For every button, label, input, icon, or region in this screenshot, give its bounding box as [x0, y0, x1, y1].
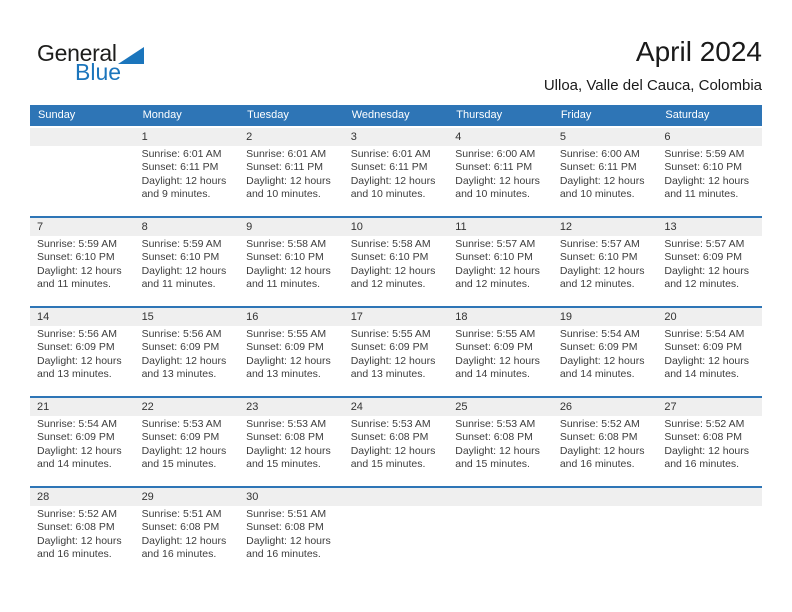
sunrise-text: Sunrise: 6:00 AM: [455, 148, 536, 160]
empty-day-details: [30, 146, 135, 200]
daylight-text: Daylight: 12 hours: [37, 534, 122, 547]
sunset-text: Sunset: 6:09 PM: [350, 341, 429, 354]
day-number: 9: [246, 221, 253, 233]
sunset-text: Sunset: 6:11 PM: [455, 161, 533, 174]
day-number-strip: [30, 488, 762, 506]
sunrise-text: Sunrise: 5:56 AM: [141, 328, 222, 340]
sunset-text: Sunset: 6:10 PM: [141, 251, 220, 264]
day-details: [30, 236, 135, 290]
daylight-text: Daylight: 12 hours: [141, 354, 227, 367]
empty-day-details: [344, 506, 449, 560]
daylight-text: and 11 minutes.: [37, 278, 111, 291]
day-details: [239, 326, 344, 380]
daylight-text: Daylight: 12 hours: [664, 354, 750, 367]
day-details-strip: [30, 506, 762, 560]
daylight-text: Daylight: 12 hours: [559, 174, 645, 187]
day-number: 8: [141, 221, 148, 233]
sunset-text: Sunset: 6:08 PM: [455, 431, 533, 444]
sunset-text: Sunset: 6:10 PM: [455, 251, 533, 264]
daylight-text: Daylight: 12 hours: [141, 264, 227, 277]
sunrise-text: Sunrise: 5:53 AM: [455, 418, 536, 430]
title-block: [544, 36, 762, 94]
day-number: 20: [664, 311, 677, 323]
daylight-text: and 12 minutes.: [559, 278, 635, 291]
day-details: [239, 236, 344, 290]
day-details: [30, 416, 135, 470]
daylight-text: and 12 minutes.: [664, 278, 740, 291]
day-details: [657, 146, 762, 200]
day-number: 26: [559, 401, 573, 413]
dow-header-sunday: Sunday: [38, 109, 76, 121]
day-details: [657, 236, 762, 290]
daylight-text: Daylight: 12 hours: [664, 264, 750, 277]
sunrise-text: Sunrise: 5:52 AM: [664, 418, 745, 430]
day-number: 5: [559, 131, 566, 143]
sunset-text: Sunset: 6:09 PM: [37, 341, 115, 354]
sunset-text: Sunset: 6:11 PM: [246, 161, 323, 174]
sunrise-text: Sunrise: 5:57 AM: [664, 238, 745, 250]
daylight-text: Daylight: 12 hours: [455, 264, 540, 277]
day-number: 18: [455, 311, 468, 323]
sunrise-text: Sunrise: 5:54 AM: [664, 328, 745, 340]
sunrise-text: Sunrise: 6:01 AM: [350, 148, 431, 160]
daylight-text: and 10 minutes.: [559, 188, 635, 201]
daylight-text: Daylight: 12 hours: [141, 444, 227, 457]
day-details: [344, 146, 449, 200]
day-details-strip: [30, 146, 762, 200]
sunset-text: Sunset: 6:09 PM: [141, 341, 220, 354]
day-details-strip: [30, 236, 762, 290]
sunset-text: Sunset: 6:09 PM: [246, 341, 324, 354]
calendar-grid: [30, 105, 762, 560]
day-details: [239, 146, 344, 200]
daylight-text: and 10 minutes.: [246, 188, 321, 201]
sunset-text: Sunset: 6:10 PM: [559, 251, 638, 264]
daylight-text: Daylight: 12 hours: [246, 534, 331, 547]
page-title: April 2024: [635, 36, 762, 67]
day-number: 4: [455, 131, 462, 143]
day-details: [344, 236, 449, 290]
day-number: 19: [559, 311, 573, 323]
day-details: [135, 326, 240, 380]
sunrise-text: Sunrise: 5:55 AM: [246, 328, 327, 340]
week-row: [30, 306, 762, 380]
day-number: 14: [37, 311, 50, 323]
day-details: [135, 416, 240, 470]
sunrise-text: Sunrise: 5:54 AM: [37, 418, 117, 430]
sunrise-text: Sunrise: 5:51 AM: [246, 508, 327, 520]
empty-day-details: [553, 506, 658, 560]
daylight-text: Daylight: 12 hours: [559, 354, 645, 367]
sunset-text: Sunset: 6:11 PM: [141, 161, 219, 174]
empty-day-cell: [448, 488, 553, 506]
daylight-text: and 16 minutes.: [37, 548, 112, 561]
sunset-text: Sunset: 6:08 PM: [246, 431, 324, 444]
day-number: 25: [455, 401, 468, 413]
daylight-text: Daylight: 12 hours: [246, 354, 331, 367]
daylight-text: and 11 minutes.: [141, 278, 216, 291]
day-details: [448, 236, 553, 290]
daylight-text: and 13 minutes.: [141, 368, 217, 381]
sunset-text: Sunset: 6:09 PM: [664, 251, 743, 264]
day-number-strip: [30, 218, 762, 236]
day-number: 16: [246, 311, 259, 323]
dow-header-tuesday: Tuesday: [247, 109, 289, 121]
sunrise-text: Sunrise: 5:53 AM: [350, 418, 431, 430]
day-details-strip: [30, 326, 762, 380]
general-blue-logo: [37, 40, 144, 86]
sunset-text: Sunset: 6:10 PM: [246, 251, 324, 264]
daylight-text: and 16 minutes.: [664, 458, 740, 471]
empty-day-details: [448, 506, 553, 560]
day-number: 12: [559, 221, 573, 233]
day-details: [448, 146, 553, 200]
daylight-text: and 12 minutes.: [455, 278, 530, 291]
daylight-text: and 12 minutes.: [350, 278, 426, 291]
sunset-text: Sunset: 6:08 PM: [141, 521, 220, 534]
sunrise-text: Sunrise: 5:53 AM: [141, 418, 222, 430]
logo-text-blue: Blue: [75, 59, 122, 85]
sunrise-text: Sunrise: 5:53 AM: [246, 418, 327, 430]
sunset-text: Sunset: 6:10 PM: [350, 251, 429, 264]
day-details: [344, 416, 449, 470]
sunset-text: Sunset: 6:10 PM: [37, 251, 115, 264]
day-details: [239, 506, 344, 560]
dow-header-friday: Friday: [560, 109, 592, 121]
daylight-text: and 15 minutes.: [455, 458, 530, 471]
sunrise-text: Sunrise: 5:57 AM: [455, 238, 536, 250]
day-number-strip: [30, 128, 762, 146]
day-number: 27: [664, 401, 677, 413]
daylight-text: and 15 minutes.: [350, 458, 426, 471]
daylight-text: and 9 minutes.: [141, 188, 211, 201]
daylight-text: and 13 minutes.: [350, 368, 426, 381]
day-number: 2: [246, 131, 253, 143]
week-row: [30, 396, 762, 470]
sunset-text: Sunset: 6:09 PM: [664, 341, 743, 354]
daylight-text: Daylight: 12 hours: [350, 354, 436, 367]
day-details: [30, 326, 135, 380]
calendar-weeks: [30, 128, 762, 560]
sunset-text: Sunset: 6:08 PM: [664, 431, 743, 444]
sunset-text: Sunset: 6:11 PM: [350, 161, 428, 174]
dow-header-thursday: Thursday: [456, 109, 503, 121]
day-number: 17: [350, 311, 363, 323]
day-number: 13: [664, 221, 677, 233]
daylight-text: Daylight: 12 hours: [664, 174, 750, 187]
day-details: [553, 416, 658, 470]
sunrise-text: Sunrise: 6:00 AM: [559, 148, 640, 160]
empty-day-cell: [657, 488, 762, 506]
daylight-text: and 10 minutes.: [350, 188, 426, 201]
sunset-text: Sunset: 6:09 PM: [455, 341, 533, 354]
day-details: [657, 416, 762, 470]
daylight-text: Daylight: 12 hours: [455, 354, 540, 367]
daylight-text: Daylight: 12 hours: [37, 354, 122, 367]
day-details: [344, 326, 449, 380]
daylight-text: Daylight: 12 hours: [350, 174, 436, 187]
day-number-strip: [30, 398, 762, 416]
day-number: 21: [37, 401, 50, 413]
day-number: 7: [37, 221, 44, 233]
sunrise-text: Sunrise: 5:59 AM: [664, 148, 745, 160]
daylight-text: Daylight: 12 hours: [246, 444, 331, 457]
week-row: [30, 128, 762, 200]
day-number: 3: [350, 131, 357, 143]
day-number: 28: [37, 491, 50, 503]
day-details: [448, 416, 553, 470]
sunset-text: Sunset: 6:09 PM: [141, 431, 220, 444]
sunrise-text: Sunrise: 5:54 AM: [559, 328, 640, 340]
sunrise-text: Sunrise: 5:57 AM: [559, 238, 640, 250]
sunrise-text: Sunrise: 5:59 AM: [141, 238, 222, 250]
daylight-text: and 14 minutes.: [559, 368, 635, 381]
dow-header-monday: Monday: [142, 109, 182, 121]
sunrise-text: Sunrise: 5:58 AM: [350, 238, 431, 250]
empty-day-details: [657, 506, 762, 560]
daylight-text: and 14 minutes.: [37, 458, 112, 471]
daylight-text: and 14 minutes.: [455, 368, 530, 381]
day-number: 29: [141, 491, 154, 503]
daylight-text: and 13 minutes.: [246, 368, 321, 381]
day-number: 30: [246, 491, 259, 503]
day-details: [553, 236, 658, 290]
day-number: 6: [664, 131, 671, 143]
day-details: [30, 506, 135, 560]
day-details: [657, 326, 762, 380]
day-number: 1: [141, 131, 148, 143]
sunrise-text: Sunrise: 5:56 AM: [37, 328, 117, 340]
week-row: [30, 486, 762, 560]
sunrise-text: Sunrise: 5:51 AM: [141, 508, 222, 520]
day-number-strip: [30, 308, 762, 326]
daylight-text: and 11 minutes.: [664, 188, 739, 201]
sunset-text: Sunset: 6:11 PM: [559, 161, 637, 174]
day-details: [553, 146, 658, 200]
sunset-text: Sunset: 6:08 PM: [350, 431, 429, 444]
day-details-strip: [30, 416, 762, 470]
daylight-text: and 15 minutes.: [141, 458, 217, 471]
daylight-text: and 13 minutes.: [37, 368, 112, 381]
day-details: [239, 416, 344, 470]
daylight-text: Daylight: 12 hours: [455, 444, 540, 457]
sunset-text: Sunset: 6:08 PM: [246, 521, 324, 534]
daylight-text: Daylight: 12 hours: [246, 174, 331, 187]
daylight-text: Daylight: 12 hours: [141, 174, 227, 187]
daylight-text: and 11 minutes.: [246, 278, 321, 291]
sunrise-text: Sunrise: 5:52 AM: [37, 508, 117, 520]
daylight-text: and 16 minutes.: [141, 548, 217, 561]
daylight-text: and 10 minutes.: [455, 188, 530, 201]
sunrise-text: Sunrise: 5:59 AM: [37, 238, 117, 250]
daylight-text: and 15 minutes.: [246, 458, 321, 471]
logo-text-general: General: [37, 40, 117, 66]
day-details: [135, 506, 240, 560]
day-details: [135, 236, 240, 290]
dow-header-wednesday: Wednesday: [351, 109, 410, 121]
sunrise-text: Sunrise: 5:52 AM: [559, 418, 640, 430]
sunrise-text: Sunrise: 6:01 AM: [141, 148, 222, 160]
sunset-text: Sunset: 6:10 PM: [664, 161, 743, 174]
sunset-text: Sunset: 6:08 PM: [37, 521, 115, 534]
dow-header-saturday: Saturday: [665, 109, 710, 121]
day-number: 10: [350, 221, 363, 233]
sunset-text: Sunset: 6:09 PM: [559, 341, 638, 354]
daylight-text: Daylight: 12 hours: [350, 264, 436, 277]
sunrise-text: Sunrise: 5:58 AM: [246, 238, 327, 250]
logo-triangle-icon: [118, 47, 144, 64]
page-subtitle: Ulloa, Valle del Cauca, Colombia: [543, 77, 762, 94]
day-of-week-header-row: [30, 105, 762, 126]
empty-day-cell: [553, 488, 658, 506]
sunrise-text: Sunrise: 5:55 AM: [455, 328, 536, 340]
day-number: 11: [455, 221, 467, 233]
day-number: 22: [141, 401, 154, 413]
day-details: [135, 146, 240, 200]
sunrise-text: Sunrise: 6:01 AM: [246, 148, 327, 160]
day-details: [448, 326, 553, 380]
empty-day-cell: [344, 488, 449, 506]
day-details: [553, 326, 658, 380]
day-number: 24: [350, 401, 363, 413]
daylight-text: Daylight: 12 hours: [141, 534, 227, 547]
daylight-text: Daylight: 12 hours: [37, 444, 122, 457]
daylight-text: Daylight: 12 hours: [559, 264, 645, 277]
daylight-text: Daylight: 12 hours: [350, 444, 436, 457]
day-number: 23: [246, 401, 259, 413]
daylight-text: and 16 minutes.: [246, 548, 321, 561]
sunset-text: Sunset: 6:09 PM: [37, 431, 115, 444]
daylight-text: Daylight: 12 hours: [455, 174, 540, 187]
daylight-text: Daylight: 12 hours: [559, 444, 645, 457]
daylight-text: and 16 minutes.: [559, 458, 635, 471]
empty-day-cell: [30, 128, 135, 146]
sunset-text: Sunset: 6:08 PM: [559, 431, 638, 444]
daylight-text: Daylight: 12 hours: [37, 264, 122, 277]
daylight-text: Daylight: 12 hours: [664, 444, 750, 457]
week-row: [30, 216, 762, 290]
sunrise-text: Sunrise: 5:55 AM: [350, 328, 431, 340]
day-number: 15: [141, 311, 154, 323]
daylight-text: Daylight: 12 hours: [246, 264, 331, 277]
daylight-text: and 14 minutes.: [664, 368, 740, 381]
